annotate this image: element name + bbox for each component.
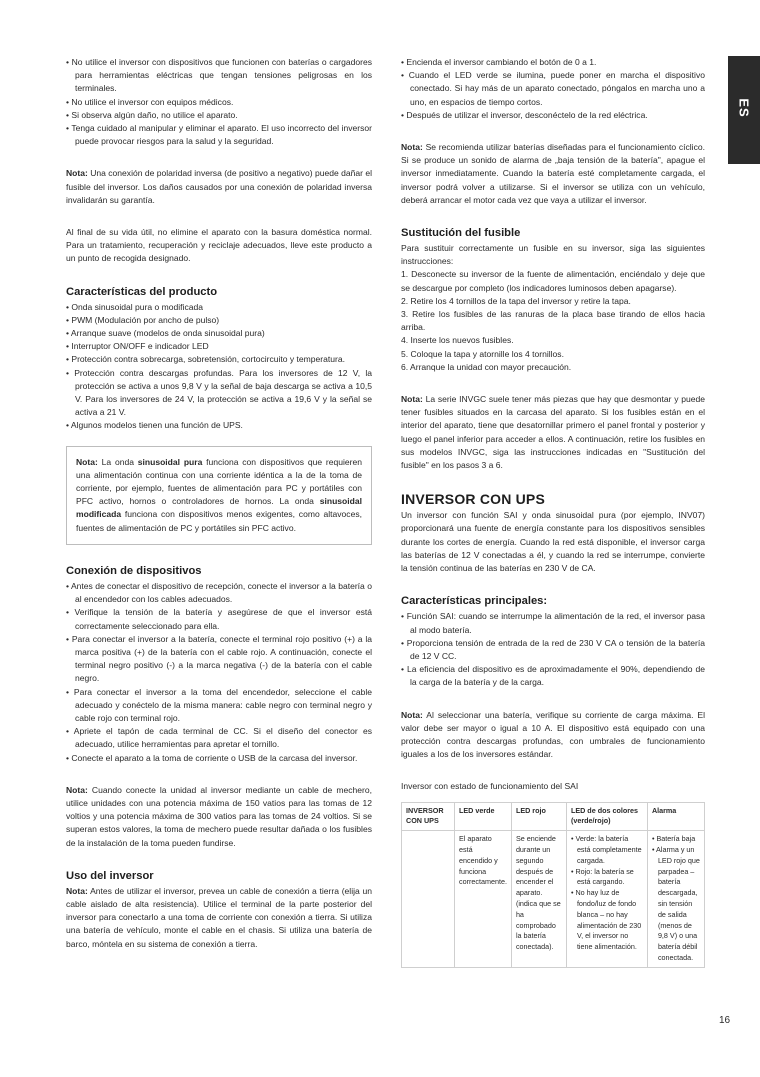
table-header-row bbox=[402, 802, 705, 831]
lighter-note bbox=[66, 784, 372, 850]
features-heading: Características del producto bbox=[66, 285, 218, 298]
note-label: Nota: bbox=[401, 142, 423, 153]
list-item: • Conecte el aparato a la toma de corriente o USB de la carcasa del inversor. bbox=[66, 752, 358, 763]
note-text: La serie INVGC suele tener más piezas que hay que desmontar y puede tener fusibles situados en la carcasa del aparato. Si los fusibles están en el interior del aparato, tiene que desatornillar primero el panel frontal y posterior y luego el panel inferior para acceder a ellos. A continuación, retire los fusibles en sus modelos INVGC, siga las instrucciones indicadas en "Sustitución del fusible" en los pasos 3 a 6. bbox=[401, 394, 705, 471]
fuse-intro: Para sustituir correctamente un fusible en su inversor, siga las siguientes instrucciones: bbox=[401, 243, 705, 267]
note-text: Cuando conecte la unidad al inversor mediante un cable de mechero, utilice unidades con una potencia máxima de 150 vatios para las tomas de 12 voltios y una potencia máxima de 300 vatios para las tomas de 24 voltios. Si se superan estos valores, la toma de mechero puede resultar dañada o los fusibles de la instalación de la toma pueden fundirse. bbox=[66, 784, 372, 848]
note-text: funciona con dispositivos que requieren una alimentación continua con una corriente idéntica a la de la toma de corriente, por ejemplo, fuentes de alimentación para PC y portátiles con PFC activo, hornos o controladores de hornos. La onda bbox=[76, 456, 362, 507]
list-item: 6. Arranque la unidad con mayor precaución. bbox=[401, 361, 572, 372]
charging-current-note bbox=[401, 709, 705, 762]
list-item: • No hay luz de fondo/luz de fondo blanca – no hay alimentación de 230 V, el inversor no tiene alimentación. bbox=[570, 888, 642, 952]
fuse-heading: Sustitución del fusible bbox=[401, 227, 521, 240]
connection-heading: Conexión de dispositivos bbox=[66, 564, 202, 577]
safety-list bbox=[66, 56, 372, 148]
list-item: 1. Desconecte su inversor de la fuente de alimentación, enciéndalo y deje que se descargue por completo (los indicadores luminosos deben apagarse). bbox=[401, 269, 705, 293]
table-cell bbox=[402, 831, 455, 968]
note-text: Antes de utilizar el inversor, prevea un cable de conexión a tierra (elija un cable aislado de alta resistencia). Utilice el terminal de la parte posterior del inversor para conectarlo a una toma de corriente con conexión a tierra. Si utiliza una batería de vehículo, monte el cable en el chasis. Si utiliza una batería de barco, móntela en su sistema de conexión a tierra. bbox=[66, 885, 372, 949]
note-text: Se recomienda utilizar baterías diseñadas para el funcionamiento cíclico. Si se produce un sonido de alarma de „baja tensión de la batería", apague el inversor inmediatamente. Cuando la batería esté completamente cargada, el inversor podrá volver a utilizarse. Si el inversor se utiliza con un vehículo, deberá arrancar el motor cada vez que vaya a utilizar el inversor. bbox=[401, 142, 705, 205]
table-header-cell: LED rojo bbox=[511, 802, 566, 831]
connection-list bbox=[66, 580, 372, 765]
table-cell bbox=[566, 831, 647, 968]
note-text: Al seleccionar una batería, verifique su corriente de carga máxima. El valor debe ser mayor o igual a 10 A. El dispositivo está equipado con una protección contra descargas profundas, con umbrales de funcionamiento iguales a los de los inversores estándar. bbox=[401, 709, 705, 760]
list-item: • Antes de conectar el dispositivo de recepción, conecte el inversor a la batería o al encendedor con los cables adecuados. bbox=[66, 580, 372, 605]
list-item: • Cuando el LED verde se ilumina, puede poner en marcha el dispositivo conectado. Si hay más de un aparato conectado, póngalos en marcha uno a uno, en espacios de tiempo cortos. bbox=[401, 70, 705, 107]
page-number: 16 bbox=[719, 1015, 731, 1026]
disposal-paragraph: Al final de su vida útil, no elimine el aparato con la basura doméstica normal. Para un tratamiento, recuperación y reciclaje adecuados, lleve este producto a un punto de recogida designado. bbox=[66, 227, 372, 264]
list-item: • Tenga cuidado al manipular y eliminar el aparato. El uso incorrecto del inversor puede provocar riesgos para la salud y la seguridad. bbox=[66, 123, 372, 147]
note-label: Nota: bbox=[401, 709, 423, 720]
note-text: Una conexión de polaridad inversa (de positivo a negativo) puede dañar el fusible del inversor. Los daños causados por una conexión de polaridad inversa invalidarán su garantía. bbox=[66, 168, 372, 205]
list-item: • Batería baja bbox=[651, 834, 696, 844]
ups-heading: INVERSOR CON UPS bbox=[401, 491, 545, 508]
usage-list bbox=[401, 56, 705, 122]
note-emphasis: sinusoidal pura bbox=[137, 456, 203, 467]
list-item: • Proporciona tensión de entrada de la red de 230 V CA o tensión de la batería de 12 V CC. bbox=[401, 637, 705, 661]
list-item: • Alarma y un LED rojo que parpadea – batería descargada, sin tensión de salida (menos de 9,8 V) o una batería débil conectada. bbox=[651, 844, 700, 962]
battery-note bbox=[401, 141, 705, 207]
ups-status-table bbox=[401, 802, 705, 968]
note-label: Nota: bbox=[66, 168, 88, 179]
table-header-cell: LED verde bbox=[455, 802, 512, 831]
main-features-heading: Características principales: bbox=[401, 595, 548, 608]
list-item: • Apriete el tapón de cada terminal de CC. Si el diseño del conector es adecuado, utilice herramientas para apretar el tornillo. bbox=[66, 726, 372, 750]
list-item: • No utilice el inversor con dispositivos que funcionen con baterías o cargadores para herramientas eléctricas que tengan tensiones peligrosas en los terminales. bbox=[66, 57, 372, 94]
list-item: • Si observa algún daño, no utilice el aparato. bbox=[66, 109, 238, 120]
table-caption: Inversor con estado de funcionamiento del SAI bbox=[401, 781, 579, 792]
list-item: • PWM (Modulación por ancho de pulso) bbox=[66, 314, 220, 325]
list-item: • Arranque suave (modelos de onda sinusoidal pura) bbox=[66, 328, 265, 339]
list-item: • No utilice el inversor con equipos médicos. bbox=[66, 96, 234, 107]
table-header-cell: Alarma bbox=[647, 802, 704, 831]
main-features-list bbox=[401, 610, 705, 689]
fuse-steps bbox=[401, 268, 705, 374]
note-text: funciona con dispositivos menos exigentes, como altavoces, fuentes de alimentación de PC y portátiles sin PFC activo. bbox=[76, 509, 362, 533]
list-item: • Encienda el inversor cambiando el botón de 0 a 1. bbox=[401, 57, 597, 67]
invgc-note bbox=[401, 393, 705, 472]
table-row bbox=[402, 831, 705, 968]
list-item: • Verde: la batería está completamente cargada. bbox=[570, 834, 642, 865]
list-item: • Después de utilizar el inversor, desconéctelo de la red eléctrica. bbox=[401, 109, 648, 120]
list-item: 2. Retire los 4 tornillos de la tapa del inversor y retire la tapa. bbox=[401, 295, 631, 306]
list-item: • Rojo: la batería se está cargando. bbox=[570, 866, 634, 887]
language-tab bbox=[728, 56, 760, 164]
cell-list bbox=[571, 834, 643, 953]
list-item: • Verifique la tensión de la batería y asegúrese de que el inversor está correctamente seleccionado para ella. bbox=[66, 607, 372, 631]
note-label: Nota: bbox=[66, 784, 88, 795]
note-label: Nota: bbox=[401, 394, 423, 405]
features-list bbox=[66, 301, 372, 433]
table-cell: Se enciende durante un segundo después de encender el aparato. (indica que se ha comprobado la batería conectada). bbox=[511, 831, 566, 968]
left-column bbox=[66, 56, 372, 951]
waveform-note bbox=[76, 456, 362, 535]
cell-list bbox=[652, 834, 700, 964]
note-emphasis: sinusoidal modificada bbox=[76, 496, 362, 520]
list-item: • Función SAI: cuando se interrumpe la alimentación de la red, el inversor pasa al modo batería. bbox=[401, 611, 705, 635]
note-label: Nota: bbox=[66, 885, 88, 896]
list-item: • Protección contra sobrecarga, sobretensión, cortocircuito y temperatura. bbox=[66, 354, 346, 365]
note-text: La onda bbox=[97, 456, 138, 467]
list-item: • Para conectar el inversor a la toma del encendedor, seleccione el cable adecuado y conéctelo de la misma manera: cable negro con terminal negro y cable rojo con terminal rojo. bbox=[66, 686, 372, 723]
list-item: • La eficiencia del dispositivo es de aproximadamente el 90%, dependiendo de la carga de la batería y de la carga. bbox=[401, 664, 705, 688]
list-item: • Algunos modelos tienen una función de UPS. bbox=[66, 420, 243, 431]
language-code: ES bbox=[736, 98, 752, 118]
table-header-cell: INVERSOR CON UPS bbox=[402, 802, 455, 831]
right-column bbox=[401, 56, 705, 968]
list-item: • Para conectar el inversor a la batería, conecte el terminal rojo positivo (+) a la marca positiva (+) de la batería con el cable rojo. A continuación, conecte el terminal negro positivo (-) a la marca negativa (-) de la batería con el cable negro. bbox=[66, 633, 372, 684]
ups-paragraph: Un inversor con función SAI y onda sinusoidal pura (por ejemplo, INV07) proporcionará una fuente de energía constante para los dispositivos sensibles durante los cortes de energía. Cuando la red está disponible, el inversor carga las baterías de 12 V conectadas a él, y cuando la red se interrumpe, convierte la tensión continua de las baterías en 230 V de CA. bbox=[401, 510, 705, 574]
table-header-cell: LED de dos colores (verde/rojo) bbox=[566, 802, 647, 831]
list-item: 4. Inserte los nuevos fusibles. bbox=[401, 335, 514, 346]
usage-heading: Uso del inversor bbox=[66, 869, 154, 882]
table-cell bbox=[647, 831, 704, 968]
table-cell: El aparato está encendido y funciona correctamente. bbox=[455, 831, 512, 968]
list-item: 3. Retire los fusibles de las ranuras de la placa base tirando de ellos hacia arriba. bbox=[401, 309, 705, 333]
grounding-note bbox=[66, 885, 372, 951]
list-item: • Protección contra descargas profundas. Para los inversores de 12 V, la protección se activa a unos 9,8 V y la señal de baja descarga se activa a 10,5 V. Para los inversores de 24 V, la protección se activa a 19,6 V y la señal se activa a 21 V. bbox=[66, 367, 372, 418]
list-item: • Interruptor ON/OFF e indicador LED bbox=[66, 341, 209, 352]
polarity-note bbox=[66, 167, 372, 207]
note-label: Nota: bbox=[76, 456, 98, 467]
list-item: • Onda sinusoidal pura o modificada bbox=[66, 301, 203, 312]
list-item: 5. Coloque la tapa y atornille los 4 tornillos. bbox=[401, 348, 564, 359]
waveform-note-box bbox=[66, 446, 372, 545]
